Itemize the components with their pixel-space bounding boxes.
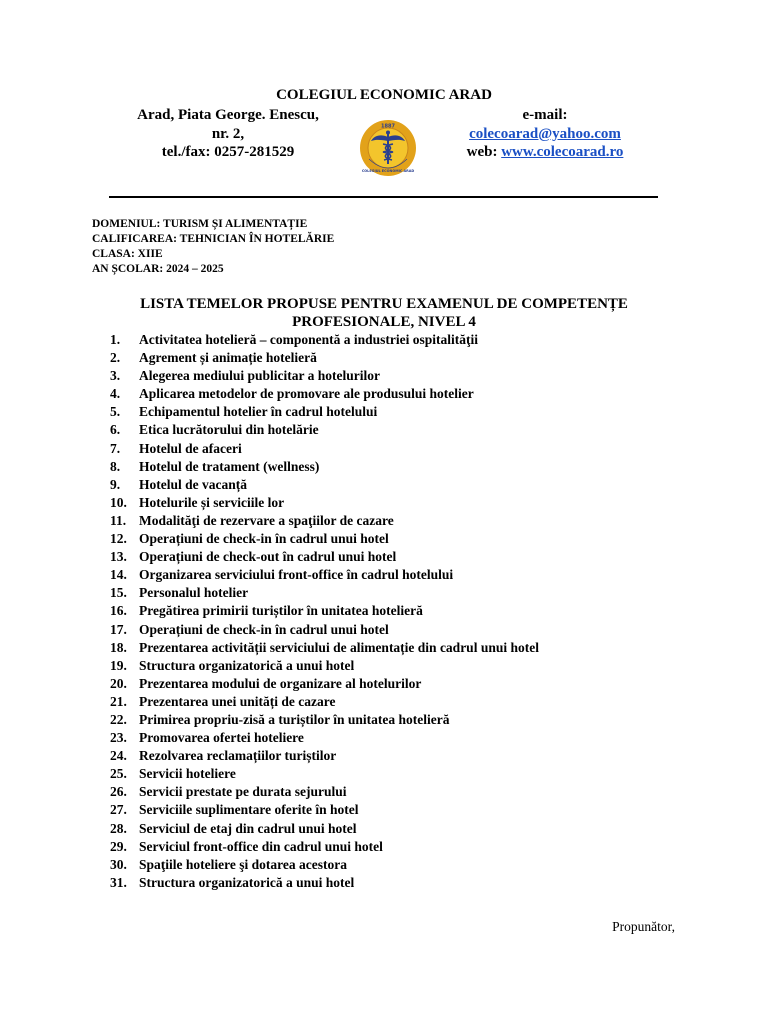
list-item-text: Alegerea mediului publicitar a hotelurilor [139,368,380,384]
list-item-number: 1. [110,332,121,347]
list-item-text: Hotelul de vacanță [139,476,247,492]
list-item-number: 15. [110,585,127,601]
school-name: COLEGIUL ECONOMIC ARAD [276,87,492,103]
list-item [110,693,539,711]
list-item-text: Etica lucrătorului din hotelărie [139,422,319,438]
list-item-text: Operațiuni de check-in în cadrul unui hotel [139,621,389,637]
list-item-number: 28. [110,820,127,836]
list-item-number: 26. [110,784,127,800]
school-address [112,106,344,162]
logo-ring-text: COLEGIUL ECONOMIC ARAD [361,169,415,173]
list-item-number: 24. [110,748,127,764]
exam-meta [92,217,334,277]
list-item-number: 11. [110,512,127,528]
list-item [110,530,539,548]
list-item-text: Organizarea serviciului front-office în cadrul hotelului [139,567,454,583]
list-item [110,476,539,494]
list-item-text: Structura organizatorică a unui hotel [139,874,355,890]
list-item-number: 2. [110,350,121,366]
list-item [110,584,539,602]
list-item-text: Serviciile suplimentare oferite în hotel [139,802,359,818]
meta-school-year: AN ȘCOLAR: 2024 – 2025 [92,263,224,275]
list-item [110,385,539,403]
proposer-label: Propunător, [612,919,675,934]
list-item-text: Prezentarea activității serviciului de alimentație din cadrul unui hotel [139,639,539,655]
list-item-number: 14. [110,567,127,583]
web-link[interactable]: www.colecoarad.ro [501,144,624,160]
list-item [110,838,539,856]
list-item-text: Modalităţi de rezervare a spaţiilor de cazare [139,512,394,528]
list-item [110,765,539,783]
list-item-number: 13. [110,549,127,565]
header-divider [109,196,658,198]
list-item [110,874,539,892]
list-item [110,403,539,421]
list-item-text: Prezentarea modului de organizare al hotelurilor [139,675,422,691]
list-item [110,783,539,801]
list-item [110,639,539,657]
web-label: web: [466,144,498,160]
list-item [110,856,539,874]
list-item-number: 17. [110,621,127,637]
list-item-number: 9. [110,476,121,492]
list-item-text: Hotelurile și serviciile lor [139,494,285,510]
list-item-number: 8. [110,458,121,474]
list-item-text: Echipamentul hotelier în cadrul hotelului [139,404,378,420]
list-item [110,820,539,838]
list-item [110,458,539,476]
list-item [110,675,539,693]
list-item-text: Spaţiile hoteliere şi dotarea acestora [139,856,347,872]
list-item [110,711,539,729]
list-item-text: Aplicarea metodelor de promovare ale produsului hotelier [139,386,474,402]
meta-qualification: CALIFICAREA: TEHNICIAN ÎN HOTELĂRIE [92,233,335,245]
list-item-number: 4. [110,386,121,402]
list-item-text: Prezentarea unei unități de cazare [139,693,336,709]
list-item [110,657,539,675]
list-item-text: Servicii hoteliere [139,766,236,782]
list-item [110,602,539,620]
list-item-number: 27. [110,802,127,818]
contact-block [440,106,650,162]
list-item [110,548,539,566]
list-item [110,349,539,367]
list-item-number: 23. [110,730,127,746]
list-item-number: 21. [110,693,127,709]
list-item-text: Primirea propriu-zisă a turiștilor în unitatea hotelieră [139,711,450,727]
list-item [110,367,539,385]
list-item-text: Operațiuni de check-out în cadrul unui hotel [139,549,397,565]
list-item-number: 6. [110,422,121,438]
list-item [110,331,539,349]
list-item-number: 10. [110,494,127,510]
list-item-number: 19. [110,657,127,673]
list-item-text: Promovarea ofertei hoteliere [139,730,304,746]
list-item [110,747,539,765]
list-item-text: Hotelul de afaceri [139,440,242,456]
list-item [110,621,539,639]
list-item-number: 22. [110,711,127,727]
list-item-number: 7. [110,440,121,456]
list-item-text: Structura organizatorică a unui hotel [139,657,355,673]
list-item-number: 31. [110,874,127,890]
list-item [110,729,539,747]
topics-list [110,331,539,892]
logo-year: 1887 [381,123,395,130]
list-item-number: 12. [110,531,127,547]
list-item-number: 29. [110,838,127,854]
list-item-text: Serviciul front-office din cadrul unui hotel [139,838,383,854]
list-title-line1: LISTA TEMELOR PROPUSE PENTRU EXAMENUL DE COMPETENȚE [140,296,628,312]
list-item-text: Personalul hotelier [139,585,249,601]
school-logo-icon [359,119,417,177]
list-item [110,494,539,512]
email-link[interactable]: colecoarad@yahoo.com [469,125,621,142]
list-item-text: Pregătirea primirii turiștilor în unitatea hotelieră [139,603,423,619]
list-title-line2: PROFESIONALE, NIVEL 4 [292,314,476,330]
address-line-number: nr. 2, [211,125,245,142]
meta-class: CLASA: XIIE [92,248,163,260]
list-item-number: 30. [110,856,127,872]
list-item-text: Hotelul de tratament (wellness) [139,458,320,474]
list-item-text: Activitatea hotelieră – componentă a industriei ospitalităţii [139,332,478,347]
list-item-number: 3. [110,368,121,384]
list-item-number: 5. [110,404,121,420]
list-item [110,440,539,458]
list-item-number: 25. [110,766,127,782]
list-item-text: Rezolvarea reclamațiilor turiștilor [139,748,337,764]
list-item-text: Serviciul de etaj din cadrul unui hotel [139,820,357,836]
list-item [110,566,539,584]
list-item-number: 16. [110,603,127,619]
list-item [110,512,539,530]
meta-domain: DOMENIUL: TURISM ȘI ALIMENTAȚIE [92,218,308,230]
list-item-text: Agrement și animație hotelieră [139,350,317,366]
list-item-text: Servicii prestate pe durata sejurului [139,784,347,800]
list-item-number: 18. [110,639,127,655]
list-item [110,801,539,819]
list-item-number: 20. [110,675,127,691]
address-line-street: Arad, Piata George. Enescu, [137,107,319,123]
list-item [110,421,539,439]
list-item-text: Operațiuni de check-in în cadrul unui hotel [139,531,389,547]
address-line-phone: tel./fax: 0257-281529 [161,144,295,160]
email-label: e-mail: [522,107,568,123]
list-title [0,295,768,331]
